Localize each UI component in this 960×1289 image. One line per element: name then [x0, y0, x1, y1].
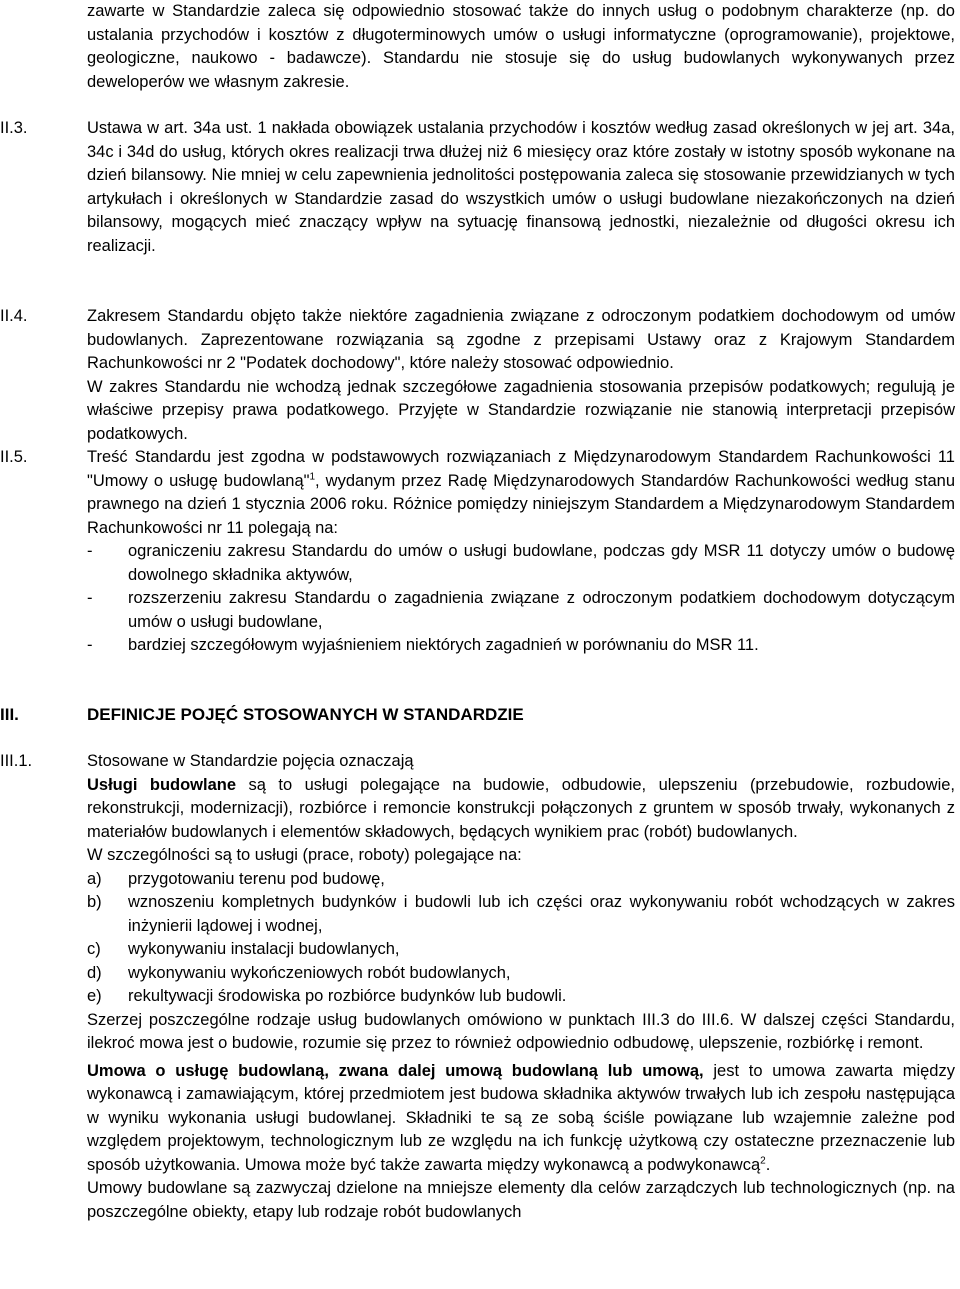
- section-2-4-text-2: W zakres Standardu nie wchodzą jednak szczegółowe zagadnienia stosowania przepisów podatkowych; regulują je właściwe przepisy prawa podatkowego. Przyjęte w Standardzie rozwiązanie nie stanowią interpretacji przepisów podatkowych.: [87, 377, 955, 443]
- list-item: [87, 868, 955, 892]
- section-number-2-5: II.5.: [0, 448, 28, 466]
- section-3-title: DEFINICJE POJĘĆ STOSOWANYCH W STANDARDZIE: [87, 705, 524, 724]
- section-2-5-text-a: Treść Standardu jest zgodna w podstawowych rozwiązaniach z Międzynarodowym Standardem Rachunkowości 11 "Umowy o usługę budowlaną": [87, 448, 955, 490]
- after-list-text: Szerzej poszczególne rodzaje usług budowlanych omówiono w punktach III.3 do III.6. W dalszej części Standardu, ilekroć mowa jest o budowie, rozumie się przez to również odpowiednio odbudowę, ulepszenie, rozbiórkę i remont.: [87, 1010, 955, 1052]
- footnote-mark-2: 2: [760, 1155, 766, 1166]
- dash-marker: -: [87, 636, 93, 654]
- section-2-3-text: Ustawa w art. 34a ust. 1 nakłada obowiązek ustalania przychodów i kosztów według zasad określonych w jej art. 34a, 34c i 34d do usług, których okres realizacji trwa dłużej niż 6 miesięcy oraz które zostały w istotny sposób wykonane na dzień bilansowy. Nie mniej w celu zapewnienia jednolitości postępowania zaleca się stosowanie przewidzianych w tych artykułach i określonych w Standardzie zasad do wszystkich umów o usługi budowlane niezakończonych na dzień bilansowy, mogących mieć znaczący wpływ na sytuację finansową jednostki, niezależnie od długości okresu ich realizacji.: [87, 119, 955, 255]
- contracts-division-text: Umowy budowlane są zazwyczaj dzielone na mniejsze elementy dla celów zarządczych lub technologicznych (np. na poszczególne obiekty, etapy lub rodzaje robót budowlanych: [87, 1179, 955, 1221]
- definition-term: Umowa o usługę budowlaną, zwana dalej umową budowlaną lub umową,: [87, 1061, 704, 1080]
- section-2-5: [87, 446, 955, 658]
- difference-item-text: ograniczeniu zakresu Standardu do umów o usługi budowlane, podczas gdy MSR 11 dotyczy umów o budowę dowolnego składnika aktywów,: [128, 542, 955, 584]
- list-item-text: wykonywaniu wykończeniowych robót budowlanych,: [128, 963, 511, 982]
- definition-construction-services: [87, 774, 955, 845]
- list-marker: b): [87, 893, 102, 911]
- section-3-1: [87, 750, 955, 1224]
- list-item: [87, 891, 955, 938]
- difference-item: [87, 634, 955, 658]
- list-marker: a): [87, 869, 102, 888]
- difference-item-text: rozszerzeniu zakresu Standardu o zagadnienia związane z odroczonym podatkiem dochodowym dotyczącym umów o usługi budowlane,: [128, 589, 955, 631]
- section-number-3: III.: [0, 705, 19, 724]
- section-2-5-text: [87, 446, 955, 540]
- difference-item: [87, 540, 955, 587]
- in-particular-text: W szczególności są to usługi (prace, roboty) polegające na:: [87, 846, 522, 864]
- intro-paragraph: [87, 0, 955, 94]
- definition-term: Usługi budowlane: [87, 775, 237, 794]
- intro-text: zawarte w Standardzie zaleca się odpowiednio stosować także do innych usług o podobnym charakterze (np. do ustalania przychodów i kosztów z długoterminowych umów o usługi informatyczne (oprogramowanie), projektowe, geologiczne, naukowo - badawcze). Standardu nie stosuje się do usług budowlanych wykonywanych przez deweloperów we własnym zakresie.: [87, 2, 955, 91]
- definition-construction-contract: [87, 1060, 955, 1178]
- section-2-4-text-1: Zakresem Standardu objęto także niektóre zagadnienia związane z odroczonym podatkiem dochodowym od umów budowlanych. Zaprezentowane rozwiązania są zgodne z przepisami Ustawy oraz z Krajowym Standardem Rachunkowości nr 2 "Podatek dochodowy", które należy stosować odpowiednio.: [87, 307, 955, 372]
- list-marker: c): [87, 940, 101, 958]
- section-number-3-1: III.1.: [0, 752, 33, 770]
- definition-text-b: .: [765, 1155, 771, 1174]
- dash-marker: -: [87, 589, 93, 607]
- definition-text-a: jest to umowa zawarta między wykonawcą i zamawiającym, której przedmiotem jest budowa składnika aktywów trwałych lub ich zespołu następująca w wyniku wykonania usługi budowlanej. Składniki te są ze sobą ściśle powiązane lub wzajemnie zależne pod względem projektowym, technologicznym lub ze względu na ich funkcję użytkową czy ostateczne przeznaczenie lub sposób użytkowania. Umowa może być także zawarta między wykonawcą a podwykonawcą: [87, 1061, 955, 1174]
- difference-item-text: bardziej szczegółowym wyjaśnieniem niektórych zagadnień w porównaniu do MSR 11.: [128, 636, 759, 654]
- list-item-text: przygotowaniu terenu pod budowę,: [128, 869, 385, 888]
- list-item: [87, 938, 955, 962]
- dash-marker: -: [87, 542, 93, 560]
- footnote-mark-1: 1: [309, 471, 316, 482]
- difference-item: [87, 587, 955, 634]
- section-2-5-text-b: , wydanym przez Radę Międzynarodowych Standardów Rachunkowości według stanu prawnego na dzień 1 stycznia 2006 roku. Różnice pomiędzy niniejszym Standardem a Międzynarodowym Standardem Rachunkowości nr 11 polegają na:: [87, 471, 955, 537]
- list-marker: e): [87, 987, 102, 1005]
- list-item-text: rekultywacji środowiska po rozbiórce budynków lub budowli.: [128, 987, 567, 1005]
- section-3-1-intro: Stosowane w Standardzie pojęcia oznaczają: [87, 752, 414, 770]
- list-item-text: wykonywaniu instalacji budowlanych,: [128, 940, 400, 958]
- list-item-text: wznoszeniu kompletnych budynków i budowli lub ich części oraz wykonywaniu robót wchodzących w zakres inżynierii lądowej i wodnej,: [128, 893, 955, 935]
- list-marker: d): [87, 963, 102, 982]
- section-number-2-3: II.3.: [0, 119, 28, 137]
- list-item: [87, 985, 955, 1009]
- section-2-4: [87, 305, 955, 446]
- definition-text: są to usługi polegające na budowie, odbudowie, ulepszeniu (przebudowie, rozbudowie, rekonstrukcji, modernizacji), rozbiórce i remoncie konstrukcji połączonych z gruntem w sposób trwały, wykonanych z materiałów budowlanych i elementów składowych, będących wynikiem prac (robót) budowlanych.: [87, 775, 956, 841]
- section-2-3: [87, 117, 955, 258]
- list-item: [87, 962, 955, 986]
- section-number-2-4: II.4.: [0, 307, 28, 325]
